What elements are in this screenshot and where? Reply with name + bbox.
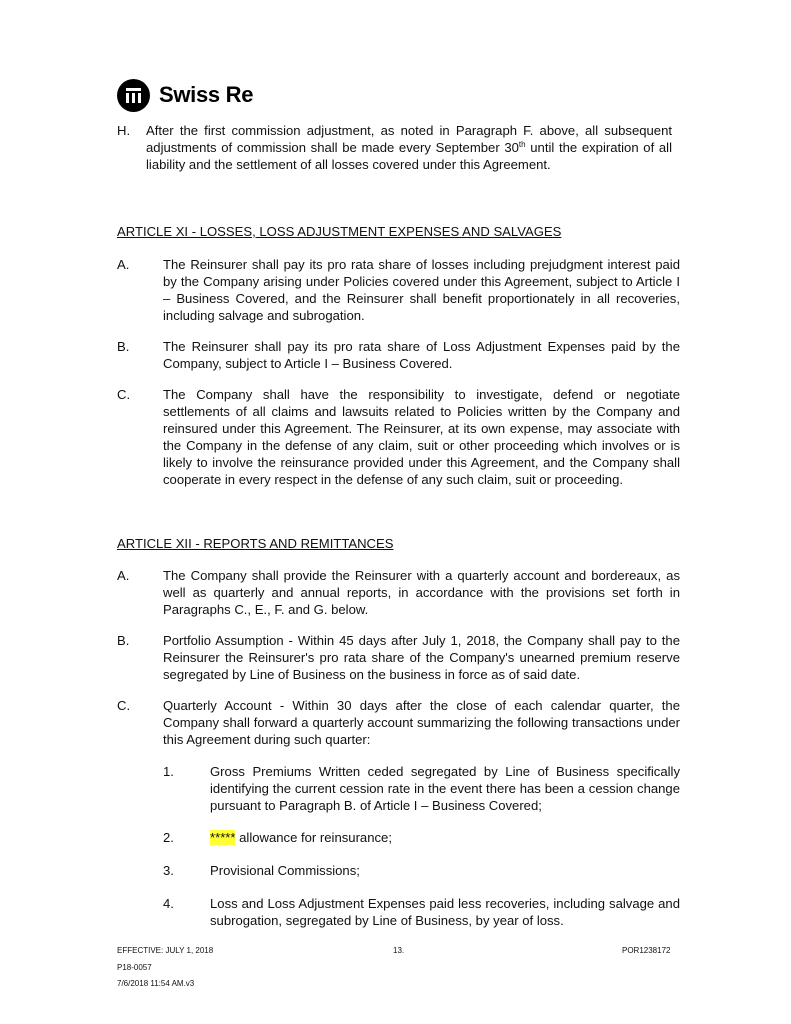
swiss-re-logo-icon bbox=[117, 79, 150, 112]
article-xii-b-text: Portfolio Assumption - Within 45 days after July 1, 2018, the Company shall pay to the Reinsurer the Reinsurer's pro rata share of the Company's unearned premium reserve segregated by Line of Business on the business in force as of said date. bbox=[163, 633, 680, 682]
list-item-1-text: Gross Premiums Written ceded segregated by Line of Business specifically identifying the current cession rate in the event there has been a cession change pursuant to Paragraph B. of Article I – Business Covered; bbox=[210, 764, 680, 813]
list-item-1-label: 1. bbox=[163, 764, 174, 779]
article-xii-b-label: B. bbox=[117, 633, 130, 648]
article-xi-heading: ARTICLE XI - LOSSES, LOSS ADJUSTMENT EXPENSES AND SALVAGES bbox=[117, 224, 562, 239]
list-item-3-label: 3. bbox=[163, 863, 174, 878]
list-item-2 bbox=[210, 829, 680, 846]
article-xi-c-text: The Company shall have the responsibility to investigate, defend or negotiate settlements of all claims and lawsuits related to Policies written by the Company and reinsured under this Agreement. The Reinsurer, at its own expense, may associate with the Company in the defense of any claim, suit or other proceeding which involves or is likely to involve the reinsurance provided under this Agreement, and the Company shall cooperate in every respect in the defense of any such claim, suit or proceeding. bbox=[163, 387, 680, 487]
paragraph-h-text-continued: until the expiration of all liability and the settlement of all losses covered under this Agreement. bbox=[146, 140, 672, 172]
article-xii-c-label: C. bbox=[117, 698, 131, 713]
footer-reference: P18-0057 bbox=[117, 963, 152, 972]
list-item-4-text: Loss and Loss Adjustment Expenses paid less recoveries, including salvage and subrogation, segregated by Line of Business, by year of loss. bbox=[210, 896, 680, 928]
footer-page-number: 13. bbox=[393, 946, 405, 955]
paragraph-h bbox=[146, 122, 672, 173]
footer-version: 7/6/2018 11:54 AM.v3 bbox=[117, 979, 195, 988]
redacted-text: ***** bbox=[210, 830, 236, 845]
list-item-2-label: 2. bbox=[163, 830, 174, 845]
list-item-3-text: Provisional Commissions; bbox=[210, 863, 360, 878]
article-xii-heading: ARTICLE XII - REPORTS AND REMITTANCES bbox=[117, 536, 394, 551]
article-xi-b-label: B. bbox=[117, 339, 130, 354]
article-xi-c-label: C. bbox=[117, 387, 131, 402]
list-item-4-label: 4. bbox=[163, 896, 174, 911]
paragraph-h-text: After the first commission adjustment, as noted in Paragraph F. above, all subsequent adjustments of commission shall be made every September 30 bbox=[146, 123, 672, 155]
article-xii-a-text: The Company shall provide the Reinsurer with a quarterly account and bordereaux, as well as quarterly and annual reports, in accordance with the provisions set forth in Paragraphs C., E., F. and G. below. bbox=[163, 568, 680, 617]
list-item-2-text: allowance for reinsurance; bbox=[235, 830, 392, 845]
article-xi-b-text: The Reinsurer shall pay its pro rata share of Loss Adjustment Expenses paid by the Company, subject to Article I – Business Covered. bbox=[163, 339, 680, 371]
superscript-th: th bbox=[518, 140, 526, 149]
article-xii-c-text: Quarterly Account - Within 30 days after the close of each calendar quarter, the Company shall forward a quarterly account summarizing the following transactions under this Agreement during such quarter: bbox=[163, 698, 680, 747]
swiss-re-logo bbox=[117, 78, 253, 112]
article-xii-a-label: A. bbox=[117, 568, 130, 583]
article-xi-a-label: A. bbox=[117, 257, 130, 272]
paragraph-h-label: H. bbox=[117, 123, 131, 138]
footer-effective-date: EFFECTIVE: JULY 1, 2018 bbox=[117, 946, 214, 955]
article-xi-a-text: The Reinsurer shall pay its pro rata share of losses including prejudgment interest paid by the Company arising under Policies covered under this Agreement, subject to Article I – Business Covered, and the Reinsurer shall benefit proportionately in all recoveries, including salvage and subrogation. bbox=[163, 257, 680, 323]
logo-text: Swiss Re bbox=[159, 82, 254, 107]
footer-contract-id: POR1238172 bbox=[622, 946, 671, 955]
